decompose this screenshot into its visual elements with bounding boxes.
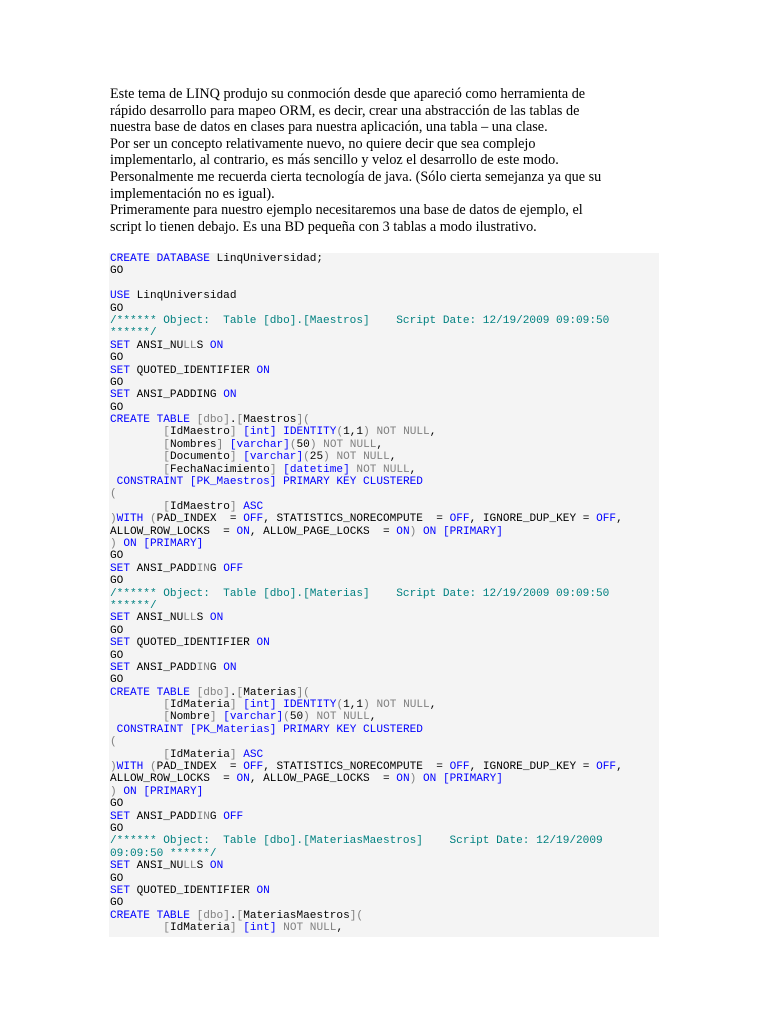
code-line [110, 315, 659, 327]
code-token: , [369, 711, 377, 724]
code-line [110, 402, 659, 414]
code-line [110, 526, 659, 538]
code-token: NOT NULL [376, 699, 430, 712]
code-token [110, 711, 163, 723]
code-token: OFF [223, 562, 244, 575]
code-token: NOT NULL [336, 451, 390, 464]
code-token: PAD_INDEX = [156, 761, 244, 774]
code-token: PRIMARY KEY CLUSTERED [283, 723, 423, 736]
code-token: ON [123, 785, 137, 798]
code-token [110, 426, 163, 438]
code-token: CONSTRAINT [116, 723, 184, 736]
code-line [110, 464, 659, 476]
code-line [110, 303, 659, 315]
code-line [110, 488, 659, 500]
code-token [143, 761, 150, 773]
code-token: IdMateria [169, 699, 230, 712]
code-token: NOT NULL [323, 438, 377, 451]
code-token: ANSI_NU [129, 612, 184, 625]
code-line [110, 811, 659, 823]
code-token: [ [236, 686, 244, 699]
code-token: GO [110, 649, 124, 662]
code-token: GO [110, 674, 124, 687]
code-token: [dbo] [196, 686, 230, 699]
code-line [110, 650, 659, 662]
code-token: . [229, 909, 237, 922]
code-token: WITH [116, 761, 144, 774]
code-token: [ [163, 451, 170, 464]
code-token: IDENTITY [283, 699, 337, 712]
code-token: GO [110, 822, 124, 835]
code-token: ) [303, 711, 310, 724]
code-token: MateriasMaestros [243, 909, 350, 922]
code-line [110, 550, 659, 562]
code-token: GO [110, 575, 124, 588]
code-line [110, 773, 659, 785]
code-token: /****** Object: Table [dbo].[MateriasMaestros] Script Date: 12/19/2009 [110, 835, 603, 848]
code-token [190, 687, 197, 699]
code-line [110, 823, 659, 835]
code-token: CREATE TABLE [110, 909, 190, 922]
code-token: ] [209, 711, 217, 724]
code-token: QUOTED_IDENTIFIER [129, 364, 257, 377]
code-token: ) [110, 761, 117, 774]
code-token: LL [183, 860, 197, 873]
code-token: ANSI_PADD [129, 562, 197, 575]
code-token: SET [110, 339, 130, 352]
code-token: ON [123, 537, 137, 550]
code-token: ON [209, 860, 224, 873]
paragraph-line: Por ser un concepto relativamente nuevo, no quiere decir que sea complejo [110, 135, 536, 152]
code-token: [PRIMARY] [143, 785, 204, 798]
code-line [110, 365, 659, 377]
code-token: ]( [296, 414, 310, 427]
code-token: 25 [309, 451, 324, 464]
code-token [110, 922, 163, 934]
code-token: ASC [243, 500, 264, 513]
code-line [110, 600, 659, 612]
code-token: /****** Object: Table [dbo].[Materias] Script Date: 12/19/2009 09:09:50 [110, 587, 610, 600]
code-token: CREATE TABLE [110, 686, 190, 699]
code-token: [ [236, 414, 244, 427]
code-token: GO [110, 550, 124, 563]
code-token: S [196, 860, 210, 873]
code-token: G [209, 562, 224, 575]
code-token: [PRIMARY] [442, 525, 503, 538]
code-token: [PK_Maestros] [189, 476, 277, 489]
code-line [110, 662, 659, 674]
code-token: , STATISTICS_NORECOMPUTE = [263, 761, 450, 774]
code-token: ] [229, 748, 237, 761]
code-token: ] [229, 500, 237, 513]
code-token [183, 476, 190, 488]
code-token: , [376, 438, 384, 451]
code-line [110, 885, 659, 897]
code-line [110, 625, 659, 637]
code-token: ) [363, 699, 370, 712]
code-line [110, 860, 659, 872]
code-token: ) [309, 438, 317, 451]
code-token: [dbo] [196, 414, 230, 427]
code-token: . [229, 414, 237, 427]
code-token: NOT NULL [316, 711, 370, 724]
code-token: ON [256, 637, 270, 650]
code-token: PRIMARY KEY CLUSTERED [283, 476, 423, 489]
code-token [416, 526, 423, 538]
code-token: PAD_INDEX = [156, 513, 244, 526]
code-token: ) [363, 426, 370, 439]
code-token: GO [110, 376, 124, 389]
code-token: GO [110, 872, 124, 885]
code-token: SET [110, 389, 130, 402]
paragraph-line: implementación no es igual). [110, 185, 275, 202]
code-token: LL [183, 612, 197, 625]
code-token: , [616, 513, 623, 526]
code-line [110, 253, 659, 265]
code-token: GO [110, 401, 124, 414]
code-line [110, 278, 659, 290]
code-token: [int] [243, 699, 277, 712]
code-token: ( [149, 761, 157, 774]
paragraph-line: Primeramente para nuestro ejemplo necesitaremos una base de datos de ejemplo, el [110, 202, 583, 219]
code-token: ( [283, 711, 290, 724]
code-token: 50 [296, 438, 310, 451]
code-token: [ [163, 699, 170, 712]
code-token: [ [163, 922, 170, 935]
code-token: , ALLOW_PAGE_LOCKS = [249, 773, 397, 786]
code-line [110, 897, 659, 909]
code-token: IN [196, 661, 210, 674]
code-token [110, 699, 163, 711]
paragraph-line: Este tema de LINQ produjo su conmoción desde que apareció como herramienta de [110, 86, 586, 102]
code-token [190, 414, 197, 426]
code-line [110, 612, 659, 624]
code-token [416, 773, 423, 785]
code-token: ON [236, 773, 250, 786]
code-line [110, 265, 659, 277]
code-token: ( [289, 438, 297, 451]
code-token [110, 464, 163, 476]
code-line [110, 377, 659, 389]
code-token: ON [209, 339, 224, 352]
code-token: QUOTED_IDENTIFIER [129, 637, 257, 650]
paragraph-line: rápido desarrollo para mapeo ORM, es decir, crear una abstracción de las tablas de [110, 102, 580, 119]
code-token [110, 439, 163, 451]
code-token: NOT NULL [376, 426, 430, 439]
code-token: S [196, 612, 210, 625]
code-line [110, 922, 659, 934]
code-token: OFF [243, 761, 264, 774]
code-token: ANSI_NU [129, 860, 184, 873]
code-token: OFF [223, 810, 244, 823]
code-line [110, 439, 659, 451]
code-token: GO [110, 352, 124, 365]
code-token: . [229, 686, 237, 699]
code-token [143, 513, 150, 525]
intro-text [110, 86, 670, 235]
code-line [110, 501, 659, 513]
code-token: LinqUniversidad; [209, 253, 324, 265]
code-token: SET [110, 612, 130, 625]
code-token: /****** Object: Table [dbo].[Maestros] Script Date: 12/19/2009 09:09:50 [110, 314, 610, 327]
code-line [110, 835, 659, 847]
paragraph-line: Personalmente me recuerda cierta tecnología de java. (Sólo cierta semejanza ya que su [110, 168, 602, 185]
code-line [110, 538, 659, 550]
code-token [110, 724, 117, 736]
code-token: OFF [596, 761, 617, 774]
code-line [110, 290, 659, 302]
code-token [110, 476, 117, 488]
code-token: ASC [243, 748, 264, 761]
code-token: SET [110, 884, 130, 897]
code-line [110, 340, 659, 352]
code-token: [ [236, 909, 244, 922]
code-token: Maestros [243, 414, 297, 427]
code-token: , [409, 463, 417, 476]
code-token [183, 724, 190, 736]
code-token: , ALLOW_PAGE_LOCKS = [249, 525, 397, 538]
code-token: OFF [449, 513, 470, 526]
code-line [110, 426, 659, 438]
code-token: S [196, 339, 210, 352]
code-line [110, 327, 659, 339]
code-token: ) [409, 773, 417, 786]
code-line [110, 451, 659, 463]
code-token: QUOTED_IDENTIFIER [129, 884, 257, 897]
code-token: , [616, 761, 623, 774]
code-line [110, 687, 659, 699]
code-token: ( [149, 513, 157, 526]
code-token: ( [110, 736, 117, 749]
code-token: ] [229, 922, 237, 935]
code-token: SET [110, 364, 130, 377]
code-token: Nombre [169, 711, 210, 724]
code-line [110, 476, 659, 488]
code-token: ( [336, 426, 344, 439]
code-token: LL [183, 339, 197, 352]
code-token [436, 526, 443, 538]
code-token: [ [163, 438, 170, 451]
code-line [110, 749, 659, 761]
paragraph-line: script lo tienen debajo. Es una BD pequeña con 3 tablas a modo ilustrativo. [110, 218, 537, 235]
code-token: [varchar] [243, 451, 304, 464]
code-token: ON [422, 773, 437, 786]
code-token: ON [396, 773, 410, 786]
code-token: ] [229, 699, 237, 712]
code-token: [datetime] [283, 463, 350, 476]
code-token: , [429, 699, 437, 712]
code-line [110, 563, 659, 575]
code-token: [ [163, 748, 170, 761]
code-line [110, 699, 659, 711]
code-token: ) [409, 525, 417, 538]
code-token: ( [303, 451, 310, 464]
code-token: [PK_Materias] [189, 723, 277, 736]
paragraph-line: nuestra base de datos en clases para nuestra aplicación, una tabla – una clase. [110, 119, 548, 136]
code-token: Documento [169, 451, 230, 464]
code-token: SET [110, 661, 130, 674]
code-token: ]( [349, 909, 364, 922]
code-token: 50 [289, 711, 304, 724]
code-token: LinqUniversidad [129, 290, 237, 303]
code-token: Nombres [169, 438, 217, 451]
code-token: ON [223, 661, 237, 674]
code-token: ) [110, 513, 117, 526]
code-token: OFF [596, 513, 617, 526]
code-token: GO [110, 624, 124, 637]
code-token: OFF [449, 761, 470, 774]
sql-code-block [109, 253, 659, 937]
code-token: [varchar] [223, 711, 284, 724]
code-line [110, 724, 659, 736]
code-token: SET [110, 637, 130, 650]
code-token: ANSI_PADDING [129, 389, 224, 402]
code-token: G [209, 661, 224, 674]
code-token: CREATE TABLE [110, 414, 190, 427]
code-token: [int] [243, 426, 277, 439]
code-token: ]( [296, 686, 310, 699]
code-token: ON [422, 525, 437, 538]
code-token: ON [396, 525, 410, 538]
code-token: OFF [243, 513, 264, 526]
code-token: , [389, 451, 397, 464]
code-token: , [336, 922, 344, 935]
code-token: [ [163, 426, 170, 439]
code-token: IdMateria [169, 922, 230, 935]
code-line [110, 352, 659, 364]
code-line [110, 637, 659, 649]
code-token [110, 451, 163, 463]
code-token: 1,1 [343, 426, 364, 439]
code-line [110, 786, 659, 798]
code-token: , IGNORE_DUP_KEY = [469, 513, 597, 526]
code-line [110, 910, 659, 922]
code-token: GO [110, 265, 124, 278]
code-token: ) [110, 537, 117, 550]
code-token: CONSTRAINT [116, 476, 184, 489]
code-token: ] [216, 438, 224, 451]
code-token: IN [196, 810, 210, 823]
code-token: ( [336, 699, 344, 712]
code-token: GO [110, 798, 124, 811]
code-token: ON [256, 364, 270, 377]
code-token: Materias [243, 686, 297, 699]
code-token: [PRIMARY] [442, 773, 503, 786]
code-token: ON [256, 884, 270, 897]
code-token: IdMaestro [169, 426, 230, 439]
code-token [110, 501, 163, 513]
code-line [110, 575, 659, 587]
code-line [110, 761, 659, 773]
code-token: IdMateria [169, 748, 230, 761]
code-token: [varchar] [229, 438, 290, 451]
code-token: USE [110, 290, 130, 303]
code-token [223, 439, 230, 451]
code-token: GO [110, 897, 124, 910]
code-token: ] [229, 451, 237, 464]
code-token: ALLOW_ROW_LOCKS = [110, 525, 237, 538]
code-line [110, 798, 659, 810]
code-token: NOT NULL [356, 463, 410, 476]
code-token: IdMaestro [169, 500, 230, 513]
code-token: NOT NULL [283, 922, 337, 935]
code-token [190, 910, 197, 922]
code-token: ******/ [110, 599, 157, 612]
code-token: , STATISTICS_NORECOMPUTE = [263, 513, 450, 526]
code-token [310, 711, 317, 723]
code-token: , [429, 426, 437, 439]
code-token: IDENTITY [283, 426, 337, 439]
code-token: ANSI_NU [129, 339, 184, 352]
code-token: GO [110, 302, 124, 315]
code-line [110, 513, 659, 525]
code-line [110, 711, 659, 723]
code-token: ANSI_PADD [129, 661, 197, 674]
code-token: , IGNORE_DUP_KEY = [469, 761, 597, 774]
code-token: G [209, 810, 224, 823]
code-line [110, 414, 659, 426]
code-token: ] [229, 426, 237, 439]
code-token: IN [196, 562, 210, 575]
code-token: [ [163, 500, 170, 513]
code-token: [ [163, 711, 170, 724]
code-token: CREATE DATABASE [110, 253, 210, 265]
code-token: [int] [243, 922, 277, 935]
code-token: ) [323, 451, 330, 464]
code-token: 09:09:50 ******/ [110, 847, 217, 860]
code-token: [ [163, 463, 170, 476]
code-line [110, 389, 659, 401]
code-line [110, 736, 659, 748]
code-token: SET [110, 810, 130, 823]
code-token: ON [236, 525, 250, 538]
code-line [110, 848, 659, 860]
code-token: SET [110, 860, 130, 873]
code-token: ) [110, 785, 117, 798]
code-token: [dbo] [196, 909, 230, 922]
code-token: WITH [116, 513, 144, 526]
paragraph-line: implementarlo, al contrario, es más sencillo y veloz el desarrollo de este modo. [110, 152, 559, 169]
code-token: ANSI_PADD [129, 810, 197, 823]
code-token: SET [110, 562, 130, 575]
code-line [110, 588, 659, 600]
code-token: ] [269, 463, 277, 476]
code-line [110, 674, 659, 686]
code-token: ( [110, 488, 117, 501]
code-token [436, 773, 443, 785]
code-token: ON [209, 612, 224, 625]
code-token: [PRIMARY] [143, 537, 204, 550]
code-token [110, 749, 163, 761]
code-token: ******/ [110, 327, 157, 340]
sql-code-lines [109, 253, 659, 934]
code-token: FechaNacimiento [169, 463, 270, 476]
code-line [110, 873, 659, 885]
code-token: 1,1 [343, 699, 364, 712]
code-token: ON [223, 389, 237, 402]
code-token: ALLOW_ROW_LOCKS = [110, 773, 237, 786]
